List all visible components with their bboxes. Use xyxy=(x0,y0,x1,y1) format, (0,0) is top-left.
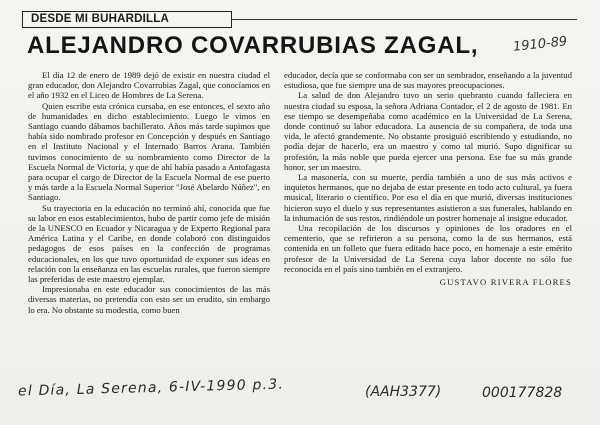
handwritten-source-annotation: el Día, La Serena, 6-IV-1990 p.3. xyxy=(17,376,285,400)
section-rule xyxy=(232,19,577,20)
handwritten-call-number: (AAH3377) xyxy=(365,384,442,400)
article-right-column xyxy=(284,70,572,288)
paragraph: La salud de don Alejandro tuvo un serio quebranto cuando falleciera en nuestra ciudad su esposa, la señora Adriana Contador, el 2 de agosto de 1981. En ese tiempo se desempeñaba como académico en la Universidad de La Serena, donde continuó su labor educadora. La ausencia de su compañera, de toda una vida, le afectó grandemente. No obstante prosiguió escribiendo y estudiando, no podía dejar de hacerlo, era un maestro y como tal murió. Supo dignificar su profesión, la más noble que pueda ejercer una persona. Ese fue su más grande honor, ser un maestro. xyxy=(284,90,572,172)
paragraph: Una recopilación de los discursos y opiniones de los oradores en el cementerio, que se refirieron a su persona, como la de sus hermanos, está contenida en un folleto que fuera editado hace poco, en homenaje a este emérito profesor de la Universidad de La Serena cuya labor docente no sólo fue reconocida en el país sino también en el extranjero. xyxy=(284,223,572,274)
article-headline: ALEJANDRO COVARRUBIAS ZAGAL, xyxy=(27,32,479,59)
section-label: DESDE MI BUHARDILLA xyxy=(22,11,232,28)
article-author: GUSTAVO RIVERA FLORES xyxy=(439,277,572,288)
handwritten-record-number: 000177828 xyxy=(482,385,563,401)
paragraph: La masonería, con su muerte, perdía también a uno de sus más activos e inquietos hermanos, que no dejaba de estar presente en todo acto cultural, ya fuera musical, literario o científico. Por eso el día en que murió, diversas instituciones hicieron suyo el duelo y sus representantes asistieron a sus funerales, hablando en la inhumación de sus restos, rindiéndole un postrer homenaje al insigne educador. xyxy=(284,172,572,223)
paragraph: Quien escribe esta crónica cursaba, en ese entonces, el sexto año de humanidades en dicho establecimiento. Luego le vimos en Santiago cuando dábamos bachillerato. Años más tarde supimos que había sido nombrado profesor en Concepción y después en Santiago en el Instituto Nacional y el Internado Barros Arana. También tuvimos conocimiento de su nombramiento como Director de la Escuela Normal de Victoria, y que de ahí había pasado a Antofagasta para ocupar el cargo de Director de la Escuela Normal de ese puerto y más tarde a la Escuela Normal Superior "José Abelardo Núñez", en Santiago. xyxy=(28,100,270,203)
paragraph: Impresionaba en este educador sus conocimientos de las más diversas materias, no pretendía con esto ser un erudito, sin embargo lo era. No obstante su modestia, como buen xyxy=(28,284,270,315)
paragraph: Su trayectoria en la educación no terminó ahí, conocida que fue su labor en esos establecimientos, hubo de partir como jefe de misión de la UNESCO en Ecuador y Nicaragua y de Experto Regional para América Latina y el Caribe, en donde colaboró con distinguidos pedagogos de esos países en la confección de programas educacionales, en los que tuvo oportunidad de exponer sus ideas en relación con la enseñanza en las escuelas rurales, que fueron siempre las preferidas de este maestro ejemplar. xyxy=(28,202,270,285)
article-left-column xyxy=(28,70,270,315)
paragraph: El día 12 de enero de 1989 dejó de existir en nuestra ciudad el gran educador, don Alejandro Covarrubias Zagal, que conocíamos en el año 1932 en el Liceo de Hombres de La Serena. xyxy=(28,70,270,101)
handwritten-year-annotation: 1910-89 xyxy=(512,34,568,55)
paragraph: educador, decía que se conformaba con ser un sembrador, enseñando a la juventud estudiosa, que fue siempre una de sus mayores preocupaciones. xyxy=(284,70,572,91)
